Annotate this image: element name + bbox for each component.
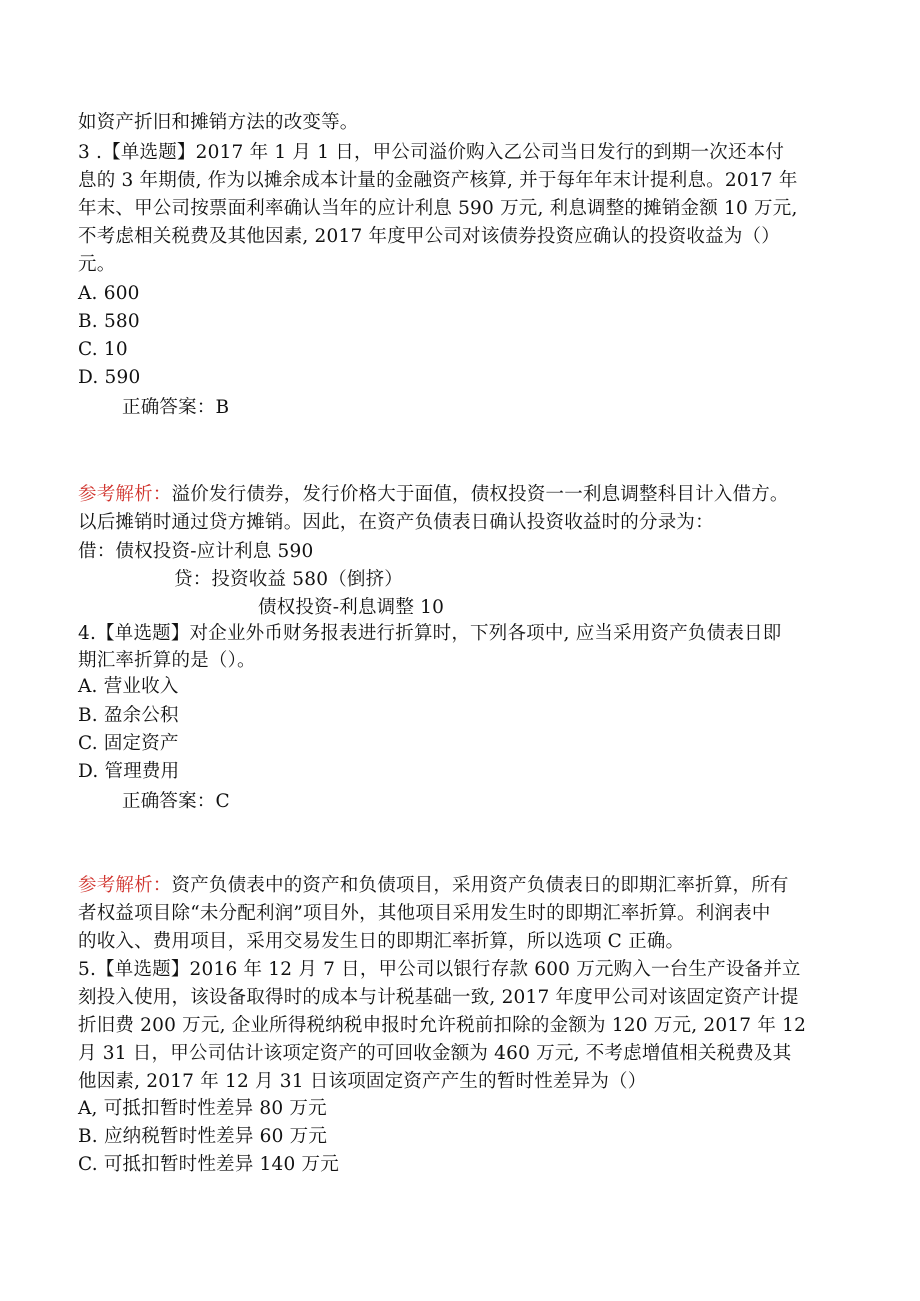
q3-option-d: D. 590: [78, 367, 141, 388]
q5-stem-line-3: 折旧费 200 万元, 企业所得税纳税申报时允许税前扣除的金额为 120 万元, 2017 年 12: [78, 1015, 807, 1036]
q4-stem-line-2: 期汇率折算的是（）。: [78, 650, 256, 671]
q5-option-a: A, 可抵扣暂时性差异 80 万元: [78, 1098, 327, 1119]
q5-stem-line-1: 5.【单选题】2016 年 12 月 7 日，甲公司以银行存款 600 万元购入一台生产设备并立: [78, 959, 801, 980]
q4-analysis-text-1: 资产负债表中的资产和负债项目，采用资产负债表日的即期汇率折算，所有: [171, 875, 789, 896]
q3-stem-line-3: 年末、甲公司按票面利率确认当年的应计利息 590 万元, 利息调整的摊销金额 10 万元,: [78, 198, 798, 219]
q3-entry-debit: 借：债权投资-应计利息 590: [78, 541, 314, 562]
q5-option-c: C. 可抵扣暂时性差异 140 万元: [78, 1154, 339, 1175]
q3-option-c: C. 10: [78, 339, 128, 360]
q4-option-b: B. 盈余公积: [78, 705, 179, 726]
q4-analysis-line-1: [78, 873, 789, 899]
q3-analysis-text-1: 溢价发行债券，发行价格大于面值，债权投资一一利息调整科目计入借方。: [171, 484, 789, 505]
q3-analysis-line-2: 以后摊销时通过贷方摊销。因此，在资产负债表日确认投资收益时的分录为：: [78, 512, 714, 533]
q3-stem-line-5: 元。: [78, 254, 116, 275]
q4-option-d: D. 管理费用: [78, 761, 180, 782]
q5-stem-line-2: 刻投入使用，该设备取得时的成本与计税基础一致, 2017 年度甲公司对该固定资产计提: [78, 987, 799, 1008]
q4-analysis-label: 参考解析：: [78, 875, 172, 896]
q4-correct-answer: 正确答案：C: [122, 791, 230, 812]
q4-stem-line-1: 4.【单选题】对企业外币财务报表进行折算时，下列各项中, 应当采用资产负债表日即: [78, 623, 782, 644]
q3-stem-line-4: 不考虑相关税费及其他因素, 2017 年度甲公司对该债券投资应确认的投资收益为（）: [78, 226, 780, 247]
intro-tail-text: 如资产折旧和摊销方法的改变等。: [78, 112, 359, 133]
q3-option-a: A. 600: [78, 283, 140, 304]
q4-option-a: A. 营业收入: [78, 676, 179, 697]
q5-option-b: B. 应纳税暂时性差异 60 万元: [78, 1126, 328, 1147]
q5-stem-line-5: 他因素, 2017 年 12 月 31 日该项固定资产产生的暂时性差异为（）: [78, 1071, 647, 1092]
q3-analysis-label: 参考解析：: [78, 484, 172, 505]
q5-stem-line-4: 月 31 日，甲公司估计该项定资产的可回收金额为 460 万元, 不考虑增值相关税费及其: [78, 1043, 792, 1064]
q4-option-c: C. 固定资产: [78, 733, 179, 754]
q4-analysis-line-3: 的收入、费用项目，采用交易发生日的即期汇率折算，所以选项 C 正确。: [78, 931, 685, 952]
q3-entry-credit-2: 债权投资-利息调整 10: [258, 597, 445, 618]
q3-correct-answer: 正确答案：B: [122, 397, 230, 418]
q4-analysis-line-2: 者权益项目除“未分配利润”项目外，其他项目采用发生时的即期汇率折算。利润表中: [78, 903, 771, 924]
q3-stem-line-2: 息的 3 年期债, 作为以摊余成本计量的金融资产核算, 并于每年年末计提利息。2017 年: [78, 170, 798, 191]
q3-stem-line-1: 3 .【单选题】2017 年 1 月 1 日，甲公司溢价购入乙公司当日发行的到期一次还本付: [78, 142, 785, 163]
q3-analysis-line-1: [78, 482, 789, 508]
q3-entry-credit-1: 贷：投资收益 580（倒挤）: [174, 569, 403, 590]
q3-option-b: B. 580: [78, 311, 140, 332]
